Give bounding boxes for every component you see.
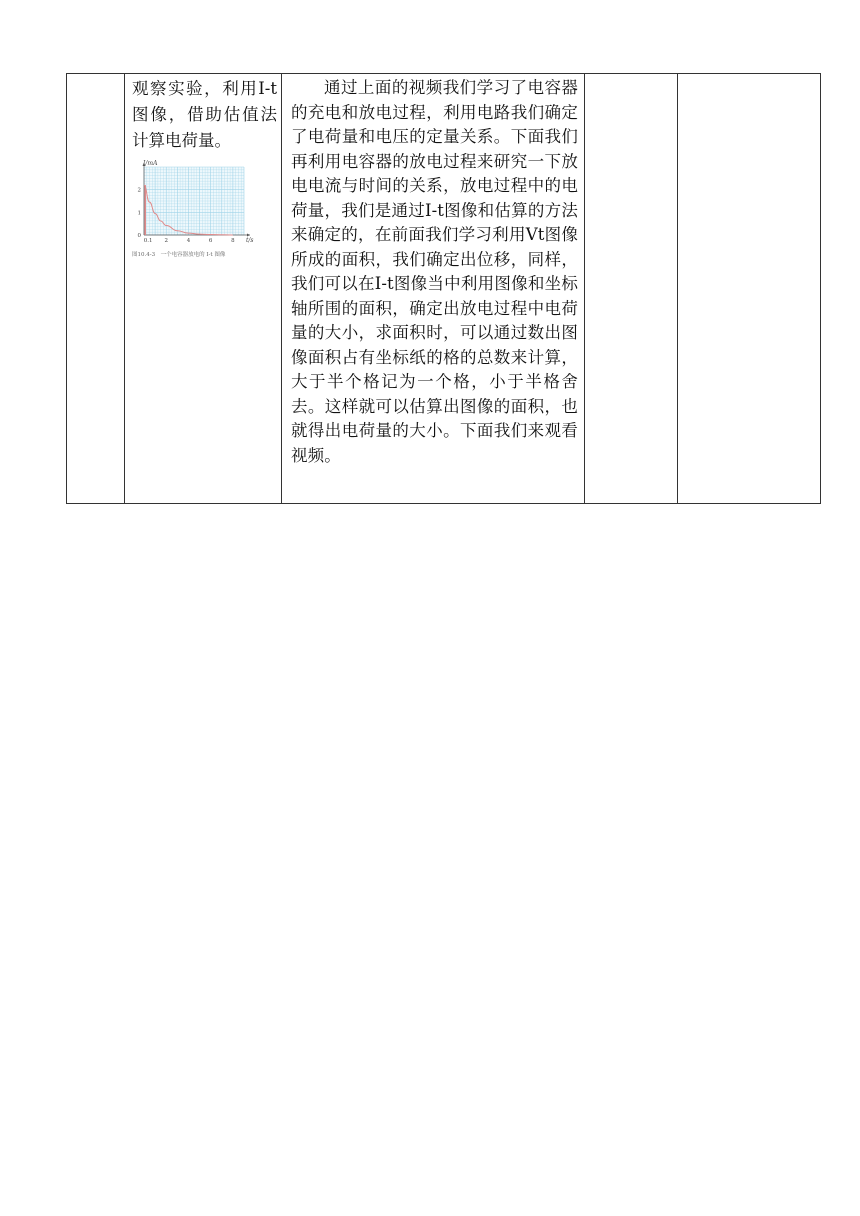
x-tick-label: 0.1: [143, 238, 153, 244]
it-graph-figure: [132, 159, 260, 259]
empty-cell-5: [678, 74, 821, 504]
narration-text: 通过上面的视频我们学习了电容器的充电和放电过程，利用电路我们确定了电荷量和电压的定量关系。下面我们再利用电容器的放电过程来研究一下放电电流与时间的关系，放电过程中的电荷量，我们是通过I-t图像和估算的方法来确定的，在前面我们学习利用Vt图像所成的面积，我们确定出位移，同样，我们可以在I-t图像当中利用图像和坐标轴所围的面积，确定出放电过程中电荷量的大小，求面积时，可以通过数出图像面积占有坐标纸的格的总数来计算，大于半个格记为一个格，小于半格舍去。这样就可以估算出图像的面积，也就得出电荷量的大小。下面我们来观看视频。: [291, 78, 578, 465]
x-axis-label: t/s: [246, 237, 254, 244]
objective-cell: [125, 74, 282, 504]
objective-text: 观察实验，利用I-t图像，借助估值法计算电荷量。: [132, 79, 277, 150]
narration-cell: [282, 74, 585, 504]
x-tick-label: 2: [164, 238, 168, 244]
y-tick-label: 0: [137, 233, 141, 239]
figure-caption: 图10.4-3 一个电容器放电的 I-t 图像: [132, 252, 226, 258]
y-tick-label: 2: [137, 187, 141, 194]
chart-grid: [144, 167, 244, 235]
y-tick-label: 1: [137, 210, 141, 217]
x-tick-label: 6: [208, 238, 213, 244]
empty-cell-1: [67, 74, 125, 504]
lesson-table: [66, 73, 821, 504]
x-tick-label: 8: [231, 238, 235, 244]
it-graph: [132, 159, 260, 251]
y-axis-label: I/mA: [143, 160, 158, 167]
x-tick-label: 4: [186, 238, 191, 244]
table-row: [67, 74, 821, 504]
empty-cell-4: [585, 74, 678, 504]
